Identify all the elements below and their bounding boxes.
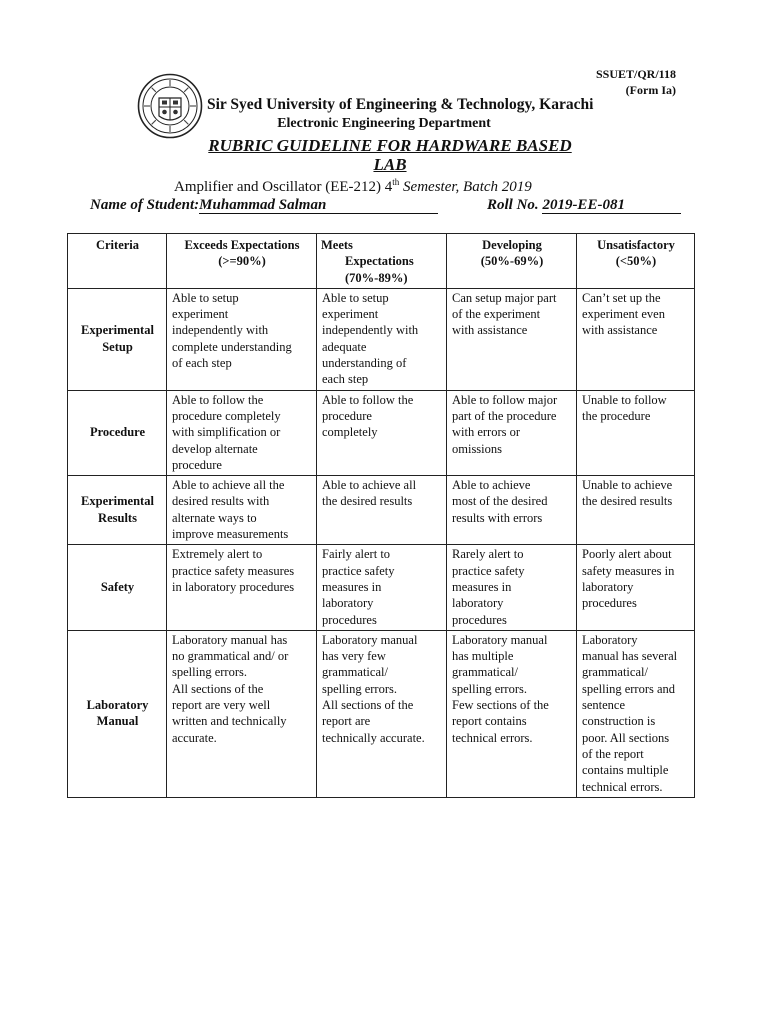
exceeds-cell: Laboratory manual has no grammatical and/ or spelling errors. All sections of the report are very well written and technically accurate. [167,630,317,797]
header-developing: Developing (50%-69%) [447,234,577,289]
table-row [68,476,695,545]
meets-cell: Able to follow the procedure completely [317,390,447,475]
developing-cell: Can setup major part of the experiment with assistance [447,288,577,390]
developing-cell: Rarely alert to practice safety measures in laboratory procedures [447,545,577,630]
table-row [68,390,695,475]
unsatisfactory-cell: Poorly alert about safety measures in laboratory procedures [577,545,695,630]
criteria-cell: Experimental Results [68,476,167,545]
meets-cell: Laboratory manual has very few grammatical/ spelling errors. All sections of the report are technically accurate. [317,630,447,797]
course-ordinal-suffix: th [392,177,400,187]
form-code [596,66,676,98]
meets-cell: Fairly alert to practice safety measures in laboratory procedures [317,545,447,630]
student-name-label: Name of Student: [90,197,200,213]
table-row [68,288,695,390]
unsatisfactory-cell: Unable to achieve the desired results [577,476,695,545]
table-row [68,545,695,630]
header-meets-line-1: Meets [321,238,353,252]
meets-cell: Able to setup experiment independently with adequate understanding of each step [317,288,447,390]
header-unsatisfactory: Unsatisfactory (<50%) [577,234,695,289]
exceeds-cell: Extremely alert to practice safety measures in laboratory procedures [167,545,317,630]
unsatisfactory-cell: Can’t set up the experiment even with assistance [577,288,695,390]
rubric-table [67,233,695,798]
header-criteria: Criteria [68,234,167,289]
student-name-value: Muhammad Salman [199,198,438,214]
document-title-line-1: RUBRIC GUIDELINE FOR HARDWARE BASED [208,136,572,155]
form-code-number: SSUET/QR/118 [595,67,676,81]
developing-cell: Able to follow major part of the procedure with errors or omissions [447,390,577,475]
roll-number-field [487,197,681,214]
roll-number-value: 2019-EE-081 [542,198,681,214]
exceeds-cell: Able to setup experiment independently with complete understanding of each step [167,288,317,390]
header-meets-line-3: (70%-89%) [345,270,408,285]
developing-cell: Able to achieve most of the desired results with errors [447,476,577,545]
table-row [68,630,695,797]
header-exceeds-expectations: Exceeds Expectations (>=90%) [167,234,317,289]
course-semester: Semester, Batch 2019 [399,179,532,195]
exceeds-cell: Able to achieve all the desired results with alternate ways to improve measurements [167,476,317,545]
course-name: Amplifier and Oscillator (EE-212) 4 [174,179,393,195]
header-meets-line-2: Expectations [345,254,414,269]
header-meets-expectations [317,234,447,289]
meets-cell: Able to achieve all the desired results [317,476,447,545]
developing-cell: Laboratory manual has multiple grammatical/ spelling errors. Few sections of the report contains technical errors. [447,630,577,797]
department-name: Electronic Engineering Department [277,116,491,131]
unsatisfactory-cell: Laboratory manual has several grammatical/ spelling errors and sentence construction is poor. All sections of the report contains multiple technical errors. [577,630,695,797]
student-name-field [90,197,438,214]
exceeds-cell: Able to follow the procedure completely with simplification or develop alternate procedure [167,390,317,475]
rubric-header-row [68,234,695,289]
university-name: Sir Syed University of Engineering & Technology, Karachi [207,96,594,113]
course-info [174,177,532,196]
criteria-cell: Experimental Setup [68,288,167,390]
criteria-cell: Procedure [68,390,167,475]
unsatisfactory-cell: Unable to follow the procedure [577,390,695,475]
roll-number-label: Roll No. [487,197,539,213]
criteria-cell: Laboratory Manual [68,630,167,797]
form-code-variant: (Form Ia) [625,83,676,97]
document-title-line-2: LAB [373,155,407,174]
criteria-cell: Safety [68,545,167,630]
